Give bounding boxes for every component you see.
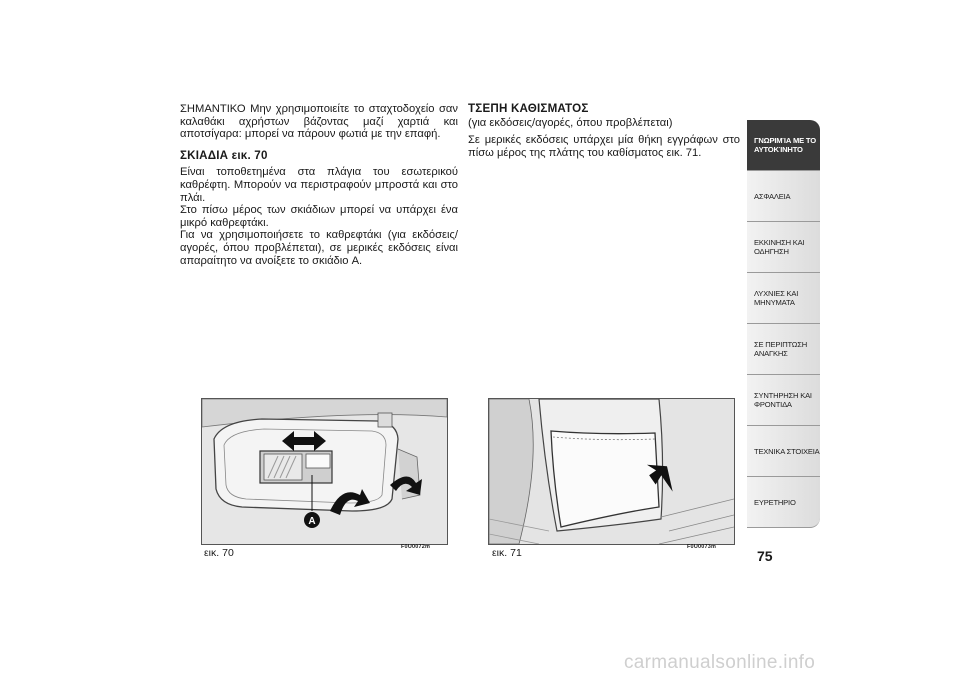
watermark: carmanualsonline.info <box>624 652 816 673</box>
figure-71-code: F0U0073m <box>687 544 717 550</box>
seat-pocket-illustration <box>489 399 734 544</box>
tab-maintenance[interactable]: ΣΥΝΤΗΡΗΣΗ ΚΑΙ ΦΡΟΝΤΙΔΑ <box>747 375 820 426</box>
figure-71-seat-pocket <box>488 398 735 545</box>
tab-emergency[interactable]: ΣΕ ΠΕΡΙΠΤΩΣΗ ΑΝΑΓΚΗΣ <box>747 324 820 375</box>
left-column <box>180 103 458 273</box>
warning-paragraph: ΣΗΜΑΝΤΙΚΟ Μην χρησιμοποιείτε το σταχτοδοχείο σαν καλαθάκι αχρήστων βάζοντας μαζί χαρτιά και αποτσίγαρα: μπορεί να πάρουν φωτιά με την επαφή. <box>180 103 458 141</box>
tab-safety[interactable]: ΑΣΦΑΛΕΙΑ <box>747 171 820 222</box>
tab-index[interactable]: ΕΥΡΕΤΗΡΙΟ <box>747 477 820 528</box>
page-number: 75 <box>757 548 773 564</box>
right-column <box>468 103 740 165</box>
tab-warning-lights[interactable]: ΛΥΧΝΙΕΣ ΚΑΙ ΜΗΝΥΜΑΤΑ <box>747 273 820 324</box>
figure-70-caption: εικ. 70 <box>204 547 234 559</box>
sun-visors-heading: ΣΚΙΑΔΙΑ εικ. 70 <box>180 148 268 162</box>
sun-visors-paragraph-3: Για να χρησιμοποιήσετε το καθρεφτάκι (για εκδόσεις/αγορές, όπου προβλέπεται), σε μερικές εκδόσεις είναι απαραίτητο να ανοίξετε το σκιάδιο A. <box>180 229 458 267</box>
figure-70-code: F0U0072m <box>401 544 431 550</box>
tab-technical-data[interactable]: ΤΕΧΝΙΚΑ ΣΤΟΙΧΕΙΑ <box>747 426 820 477</box>
callout-a-label: A <box>308 516 316 527</box>
sun-visors-paragraph-1: Είναι τοποθετημένα στα πλάγια του εσωτερικού καθρέφτη. Μπορούν να περιστραφούν μπροστά και στο πλάι. <box>180 166 458 204</box>
figure-71-caption: εικ. 71 <box>492 547 522 559</box>
seat-pocket-paragraph: Σε μερικές εκδόσεις υπάρχει μία θήκη εγγράφων στο πίσω μέρος της πλάτης του καθίσματος εικ. 71. <box>468 134 740 159</box>
seat-pocket-heading: ΤΣΕΠΗ ΚΑΘΙΣΜΑΤΟΣ <box>468 102 589 115</box>
sun-visor-illustration <box>202 399 447 544</box>
figure-70-sun-visor <box>201 398 448 545</box>
seat-pocket-subheading: (για εκδόσεις/αγορές, όπου προβλέπεται) <box>468 116 673 129</box>
tab-getting-to-know-car[interactable]: ΓΝΩΡΙΜΊΑ ΜΕ ΤΟ ΑΥΤΟΚΊΝΗΤΟ <box>747 120 820 171</box>
section-tabs <box>747 120 820 528</box>
tab-starting-driving[interactable]: ΕΚΚΙΝΗΣΗ ΚΑΙ ΟΔΗΓΗΣΗ <box>747 222 820 273</box>
sun-visors-paragraph-2: Στο πίσω μέρος των σκιάδιων μπορεί να υπάρχει ένα μικρό καθρεφτάκι. <box>180 204 458 229</box>
